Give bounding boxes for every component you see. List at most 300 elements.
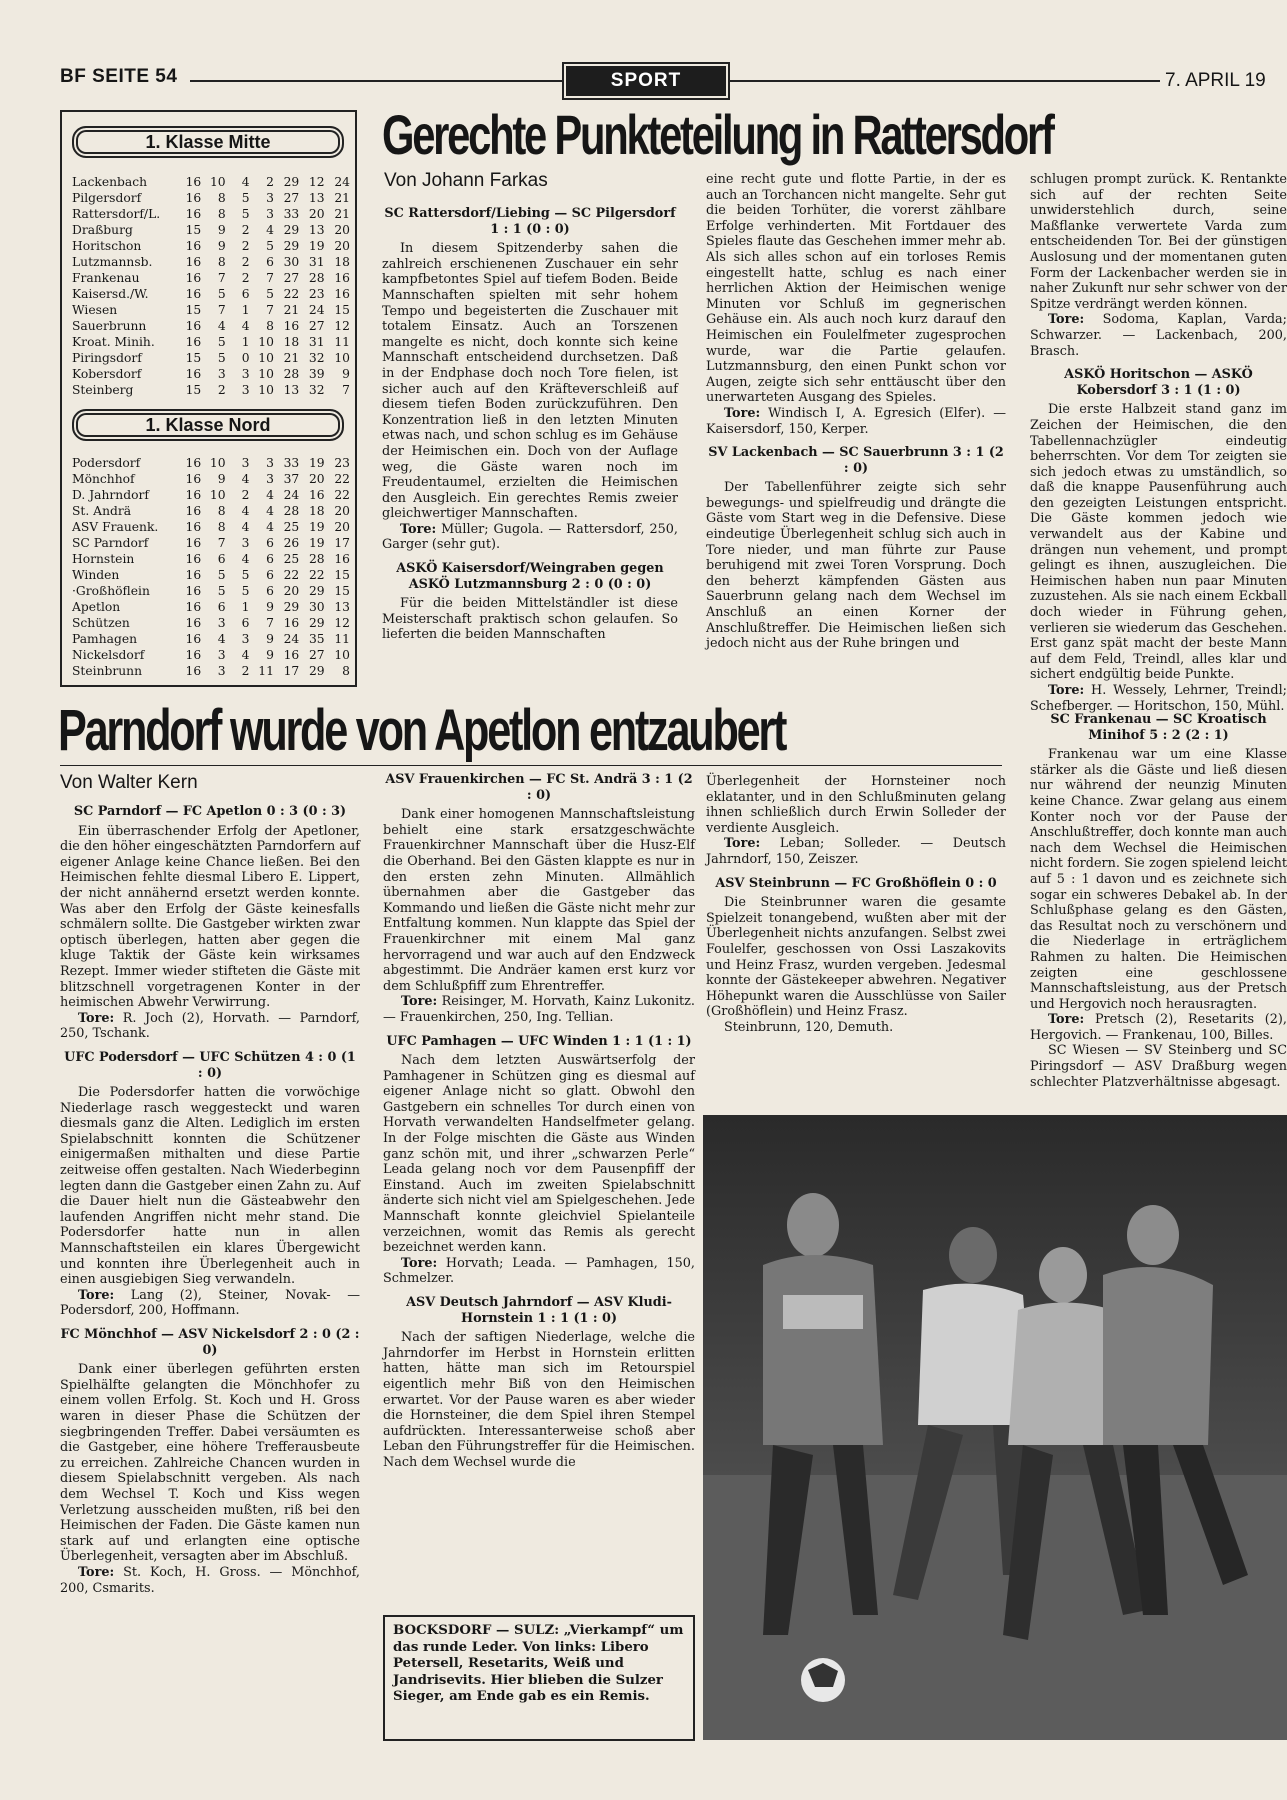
stat-cell: 16	[185, 271, 202, 285]
stat-cell: 16	[185, 616, 202, 630]
stat-cell: 8	[217, 520, 226, 534]
standings-row	[72, 631, 350, 647]
paragraph: Dank einer überlegen geführten ersten Spielhälfte gelangten die Mönchhofer zu einem vollen Erfolg. St. Koch und H. Gross waren in dieser Phase die Schützen der siegbringenden Treffer. Dabei versäumten es die Gastgeber, eine höhere Trefferausbeute zu erreichen. Zahlreiche Chancen wurden in diesem Spielabschnitt vergeben. Als nach dem Wechsel T. Koch und Kiss wegen Verletzung ausscheiden mußten, riß bei den Heimischen der Faden. Die Gäste kamen nun stark auf und erlangten eine optische Überlegenheit, versagten aber im Abschluß.	[60, 1362, 360, 1565]
scorers-label: Tore:	[724, 405, 761, 421]
standings-row	[72, 382, 350, 398]
stat-cell: 4	[266, 488, 274, 502]
stat-cell: 16	[283, 616, 300, 630]
scorers-line	[1030, 312, 1287, 359]
scorers-label: Tore:	[78, 1287, 115, 1303]
paragraph: Nach der saftigen Niederlage, welche die Jahrndorfer im Herbst in Hornstein erlitten hatten, hätte man sich im Retourspiel eigentlich mehr Biß von den Heimischen erwartet. Vor der Pause waren es aber wieder die Hornsteiner, die dem Spiel ihren Stempel aufdrückten. Interessanterweise schoß aber Leban den Führungstreffer für die Heimischen. Nach dem Wechsel wurde die	[383, 1330, 695, 1470]
team-name: Winden	[72, 568, 120, 582]
article2-column-4	[1030, 704, 1287, 1106]
scorers-line	[60, 1011, 360, 1042]
stat-cell: 39	[308, 367, 325, 381]
stat-cell: 29	[283, 239, 300, 253]
stat-cell: 24	[283, 632, 300, 646]
stat-cell: 28	[283, 504, 300, 518]
stat-cell: 20	[308, 472, 325, 486]
stat-cell: 16	[185, 664, 202, 678]
standings-row	[72, 270, 350, 286]
paragraph: Die Steinbrunner waren die gesamte Spielzeit tonangebend, wußten aber mit der Überlegenheit nichts anzufangen. Selbst zwei Foulelfer, geschossen von Ossi Laszakovits und Heinz Frasz, wurden vergeben. Jedesmal konnte der Gästekeeper abwehren. Negativer Höhepunkt waren die Ausschlüsse von Sailer (Großhöflein) und Heinz Frasz.	[706, 895, 1006, 1020]
scorers-text: R. Joch (2), Horvath. — Parndorf, 250, Tschank.	[60, 1010, 360, 1042]
stat-cell: 11	[334, 632, 350, 646]
scorers-text: Müller; Gugola. — Rattersdorf, 250, Garger (sehr gut).	[382, 521, 678, 553]
stat-cell: 3	[266, 456, 274, 470]
stat-cell: 3	[241, 632, 250, 646]
stat-cell: 9	[342, 367, 350, 381]
stat-cell: 18	[334, 255, 350, 269]
stat-cell: 32	[308, 383, 325, 397]
team-name: ASV Frauenk.	[72, 520, 159, 534]
stat-cell: 25	[283, 520, 300, 534]
match-heading: SC Parndorf — FC Apetlon 0 : 3 (0 : 3)	[73, 804, 347, 819]
stat-cell: 15	[185, 303, 202, 317]
paragraph: Der Tabellenführer zeigte sich sehr bewegungs- und spielfreudig und drängte die Gäste vom Start weg in die Defensive. Diese eindeutige Überlegenheit schlug sich auch in Tore nieder, und man führte zur Pause beruhigend mit zwei Toren Vorsprung. Doch den beherzt kämpfenden Gästen aus Sauerbrunn gelang nach dem Wechsel im Anschluß an einen Korner der Anschlußtreffer. Die Heimischen ließen sich jedoch nicht aus der Ruhe bringen und	[706, 480, 1006, 652]
scorers-label: Tore:	[1048, 683, 1085, 698]
stat-cell: 16	[185, 600, 202, 614]
team-name: Kaisersd./W.	[72, 287, 149, 301]
stat-cell: 10	[258, 367, 274, 381]
stat-cell: 18	[308, 504, 325, 518]
stat-cell: 4	[241, 175, 250, 189]
team-name: SC Parndorf	[72, 536, 149, 550]
photo-caption	[383, 1615, 695, 1741]
scorers-line	[706, 406, 1006, 437]
team-name: Nickelsdorf	[72, 648, 145, 662]
stat-cell: 4	[217, 632, 226, 646]
stat-cell: 28	[308, 271, 325, 285]
stat-cell: 20	[334, 239, 350, 253]
standings-row	[72, 206, 350, 222]
standings-row	[72, 519, 350, 535]
stat-cell: 2	[241, 488, 250, 502]
scorers-line	[706, 836, 1006, 867]
standings-row	[72, 471, 350, 487]
stat-cell: 10	[209, 175, 226, 189]
standings-row	[72, 366, 350, 382]
scorers-label: Tore:	[401, 994, 438, 1010]
stat-cell: 16	[185, 552, 202, 566]
stat-cell: 24	[283, 488, 300, 502]
stat-cell: 20	[334, 504, 350, 518]
stat-cell: 13	[308, 191, 325, 205]
team-name: Hornstein	[72, 552, 135, 566]
stat-cell: 6	[266, 552, 274, 566]
standings-row	[72, 190, 350, 206]
stat-cell: 3	[217, 616, 226, 630]
match-heading: ASV Steinbrunn — FC Großhöflein 0 : 0	[715, 875, 997, 891]
stat-cell: 27	[308, 648, 325, 662]
stat-cell: 2	[241, 271, 250, 285]
stat-cell: 11	[258, 664, 274, 678]
stat-cell: 3	[241, 536, 250, 550]
stat-cell: 20	[334, 520, 350, 534]
stat-cell: 22	[334, 472, 350, 486]
stat-cell: 8	[342, 664, 350, 678]
match-heading: UFC Pamhagen — UFC Winden 1 : 1 (1 : 1)	[386, 1033, 692, 1049]
team-name: Steinberg	[72, 383, 134, 397]
scorers-text: Leban; Solleder. — Deutsch Jahrndorf, 150, Zeiszer.	[706, 836, 1006, 867]
team-name: Mönchhof	[72, 472, 135, 486]
standings-table-mitte	[72, 174, 350, 398]
stat-cell: 6	[217, 552, 226, 566]
stat-cell: 3	[217, 664, 226, 678]
stat-cell: 4	[241, 504, 250, 518]
stat-cell: 16	[185, 504, 202, 518]
stat-cell: 15	[334, 568, 350, 582]
stat-cell: 1	[241, 303, 250, 317]
team-name: Horitschon	[72, 239, 142, 253]
stat-cell: 6	[266, 584, 274, 598]
stat-cell: 5	[266, 287, 274, 301]
stat-cell: 10	[209, 488, 226, 502]
caption-lead: BOCKSDORF — SULZ:	[393, 1623, 560, 1638]
paragraph: Frankenau war um eine Klasse stärker als die Gäste und ließ diesen nur während der neunzig Minuten keine Chance. Zwar gelang aus einem Konter noch vor der Pause der Anschlußtreffer, doch konnte man auch nach dem Wechsel die Heimischen nicht fordern. Sie zogen spielend leicht auf 5 : 1 davon und es zeichnete sich sogar ein schweres Debakel ab. In der Schlußphase gelang es den Gästen, das Resultat noch zu verschönern und die Niederlage in erträglichem Rahmen zu halten. Die Heimischen zeigten eine geschlossene Mannschaftsleistung, aus der Pretsch und Hergovich noch herausragten.	[1030, 747, 1287, 1012]
stat-cell: 1	[241, 600, 250, 614]
stat-cell: 22	[283, 287, 300, 301]
paragraph: Nach dem letzten Auswärtserfolg der Pamhagener in Schützen ging es diesmal auf eigener Anlage nicht so glatt. Obwohl den Gastgebern ein schnelles Tor durch einen von Horvath verwandelten Handselfmeter gelang. In der Folge mischten die Gäste aus Winden ganz schön mit, und ihrer „schwarzen Perle“ Leada gelang noch vor dem Pausenpfiff der Einstand. Auch im zweiten Spielabschnitt änderte sich nicht viel am Spielgeschehen. Jede Mannschaft konnte gleichviel Spielanteile verzeichnen, womit das Remis als gerecht bezeichnet werden kann.	[383, 1053, 695, 1256]
match-heading: SV Lackenbach — SC Sauerbrunn 3 : 1 (2 : 0)	[708, 445, 1004, 476]
stat-cell: 20	[334, 223, 350, 237]
stat-cell: 29	[283, 175, 300, 189]
stat-cell: 4	[241, 552, 250, 566]
stat-cell: 9	[266, 648, 274, 662]
stat-cell: 15	[334, 303, 350, 317]
standings-row	[72, 487, 350, 503]
standings-row	[72, 302, 350, 318]
team-name: Pilgersdorf	[72, 191, 142, 205]
standings-row	[72, 647, 350, 663]
article2-column-3	[706, 774, 1006, 1104]
stat-cell: 5	[217, 351, 226, 365]
stat-cell: 16	[185, 287, 202, 301]
stat-cell: 29	[308, 584, 325, 598]
caption-text: „Vierkampf“ um das runde Leder. Von links: Libero Petersell, Resetarits, Weiß und Jandrisevits. Hier blieben die Sulzer Sieger, am Ende gab es ein Remis.	[393, 1623, 684, 1704]
stat-cell: 17	[334, 536, 350, 550]
team-name: Kroat. Minih.	[72, 335, 155, 349]
stat-cell: 29	[308, 616, 325, 630]
stat-cell: 2	[217, 383, 226, 397]
stat-cell: 16	[185, 367, 202, 381]
stat-cell: 3	[266, 207, 274, 221]
stat-cell: 6	[266, 568, 274, 582]
stat-cell: 31	[308, 335, 325, 349]
stat-cell: 12	[334, 319, 350, 333]
match-heading: UFC Podersdorf — UFC Schützen 4 : 0 (1 : 0)	[64, 1049, 356, 1081]
paragraph: SC Wiesen — SV Steinberg und SC Piringsdorf — ASV Draßburg wegen schlechter Platzverhältnisse abgesagt.	[1030, 1043, 1287, 1090]
stat-cell: 12	[334, 616, 350, 630]
stat-cell: 29	[283, 223, 300, 237]
stat-cell: 21	[283, 303, 300, 317]
byline-farkas: Von Johann Farkas	[384, 170, 548, 191]
stat-cell: 26	[283, 536, 300, 550]
paragraph: Dank einer homogenen Mannschaftsleistung behielt eine stark ersatzgeschwächte Frauenkirchner Mannschaft über die Husz-Elf die Oberhand. Bei den Gästen klappte es nur in den ersten zehn Minuten. Allmählich übernahmen aber die Gastgeber das Kommando und ließen die Gäste nicht mehr zur Entfaltung kommen. Nun klappte das Spiel der Frauenkirchner mit einem Mal ganz hervorragend und war auch auf den Endzweck abgestimmt. Die Andräer kamen erst kurz vor dem Schlußpfiff zum Ehrentreffer.	[383, 807, 695, 994]
stat-cell: 2	[241, 664, 250, 678]
stat-cell: 5	[241, 568, 250, 582]
stat-cell: 33	[283, 207, 300, 221]
scorers-label: Tore:	[400, 521, 437, 537]
scorers-text: H. Wessely, Lehrner, Treindl; Schefberger. — Horitschon, 150, Mühl.	[1030, 683, 1287, 714]
stat-cell: 15	[185, 351, 202, 365]
article1-column-3	[1030, 172, 1287, 714]
stat-cell: 9	[217, 239, 226, 253]
stat-cell: 16	[308, 488, 325, 502]
stat-cell: 12	[308, 175, 325, 189]
stat-cell: 7	[266, 303, 274, 317]
scorers-label: Tore:	[724, 836, 761, 852]
stat-cell: 16	[185, 648, 202, 662]
match-heading: ASKÖ Horitschon — ASKÖ Kobersdorf 3 : 1 (1 : 0)	[1064, 367, 1253, 398]
stat-cell: 23	[308, 287, 325, 301]
stat-cell: 20	[283, 584, 300, 598]
stat-cell: 16	[185, 472, 202, 486]
photo-illustration	[703, 1115, 1287, 1740]
stat-cell: 24	[308, 303, 325, 317]
stat-cell: 2	[241, 223, 250, 237]
scorers-text: Pretsch (2), Resetarits (2), Hergovich. — Frankenau, 100, Billes.	[1030, 1012, 1287, 1043]
headline-parndorf: Parndorf wurde von Apetlon entzaubert	[58, 698, 786, 763]
stat-cell: 2	[266, 175, 274, 189]
stat-cell: 8	[266, 319, 274, 333]
standings-row	[72, 551, 350, 567]
stat-cell: 10	[258, 351, 274, 365]
stat-cell: 19	[308, 456, 325, 470]
stat-cell: 16	[334, 552, 350, 566]
headline-rattersdorf: Gerechte Punkteteilung in Rattersdorf	[382, 103, 1053, 166]
stat-cell: 16	[283, 319, 300, 333]
stat-cell: 13	[283, 383, 300, 397]
team-name: Lackenbach	[72, 175, 148, 189]
stat-cell: 16	[185, 520, 202, 534]
stat-cell: 16	[185, 632, 202, 646]
scorers-text: Lang (2), Steiner, Novak- — Podersdorf, 200, Hoffmann.	[60, 1287, 360, 1319]
stat-cell: 28	[283, 367, 300, 381]
stat-cell: 19	[308, 239, 325, 253]
stat-cell: 6	[241, 616, 250, 630]
stat-cell: 6	[241, 287, 250, 301]
stat-cell: 16	[185, 255, 202, 269]
stat-cell: 16	[283, 648, 300, 662]
scorers-line	[1030, 1012, 1287, 1043]
stat-cell: 8	[217, 191, 226, 205]
team-name: ·Großhöflein	[72, 584, 150, 598]
team-name: Podersdorf	[72, 456, 141, 470]
stat-cell: 6	[266, 536, 274, 550]
stat-cell: 8	[217, 504, 226, 518]
scorers-line	[383, 1256, 695, 1287]
stat-cell: 4	[241, 472, 250, 486]
header-rule-right	[728, 80, 1160, 82]
team-name: Kobersdorf	[72, 367, 142, 381]
issue-date: 7. APRIL 19	[1165, 70, 1266, 91]
table-title-mitte: 1. Klasse Mitte	[72, 126, 344, 158]
stat-cell: 35	[308, 632, 325, 646]
stat-cell: 2	[241, 239, 250, 253]
stat-cell: 11	[334, 335, 350, 349]
stat-cell: 30	[308, 600, 325, 614]
stat-cell: 16	[334, 271, 350, 285]
stat-cell: 3	[217, 367, 226, 381]
stat-cell: 16	[185, 175, 202, 189]
scorers-label: Tore:	[78, 1010, 115, 1026]
stat-cell: 23	[334, 456, 350, 470]
article1-column-1	[382, 198, 678, 686]
stat-cell: 8	[217, 255, 226, 269]
scorers-label: Tore:	[1048, 312, 1085, 328]
stat-cell: 32	[308, 351, 325, 365]
stat-cell: 0	[241, 351, 250, 365]
stat-cell: 4	[241, 319, 250, 333]
team-name: Lutzmannsb.	[72, 255, 153, 269]
scorers-label: Tore:	[1048, 1012, 1085, 1028]
stat-cell: 5	[217, 287, 226, 301]
stat-cell: 18	[283, 335, 300, 349]
stat-cell: 22	[308, 568, 325, 582]
paragraph: Ein überraschender Erfolg der Apetloner, die den höher eingeschätzten Parndorfern auf eigener Anlage keine Chance ließen. Bei den Heimischen fehlte diesmal Libero E. Lippert, der nicht annähernd ersetzt werden konnte. Was aber den Erfolg der Gäste keinesfalls schmälern sollte. Die Gastgeber wirkten zwar optisch überlegen, hatten aber gegen die kluge Taktik der Gäste kein wirksames Rezept. Immer wieder stifteten die Gäste mit blitzschnell vorgetragenen Konter in der heimischen Abwehr Verwirrung.	[60, 823, 360, 1011]
stat-cell: 4	[266, 504, 274, 518]
paragraph: schlugen prompt zurück. K. Rentankte sich auf der rechten Seite unwiderstehlich durch, seine Maßflanke verwertete Varda zum entscheidenden Tor. Bei der günstigen Auslosung und der momentanen guten Form der Lackenbacher werden sie in naher Zukunft nur sehr schwer von der Spitze verdrängt werden können.	[1030, 172, 1287, 312]
byline-kern: Von Walter Kern	[60, 772, 198, 793]
standings-row	[72, 350, 350, 366]
header-rule-left	[190, 80, 562, 82]
stat-cell: 13	[308, 223, 325, 237]
stat-cell: 24	[334, 175, 350, 189]
stat-cell: 16	[185, 239, 202, 253]
stat-cell: 8	[217, 207, 226, 221]
stat-cell: 29	[283, 600, 300, 614]
stat-cell: 15	[334, 584, 350, 598]
stat-cell: 9	[266, 632, 274, 646]
paragraph: Steinbrunn, 120, Demuth.	[724, 1019, 894, 1035]
stat-cell: 3	[241, 456, 250, 470]
stat-cell: 15	[185, 383, 202, 397]
stat-cell: 4	[266, 223, 274, 237]
stat-cell: 3	[241, 367, 250, 381]
match-heading: SC Rattersdorf/Liebing — SC Pilgersdorf 1 : 1 (0 : 0)	[384, 206, 676, 237]
stat-cell: 4	[241, 520, 250, 534]
standings-box	[60, 110, 357, 687]
team-name: Steinbrunn	[72, 664, 143, 678]
stat-cell: 7	[342, 383, 350, 397]
stat-cell: 10	[258, 383, 274, 397]
match-heading: SC Frankenau — SC Kroatisch Minihof 5 : 2 (2 : 1)	[1050, 712, 1267, 743]
stat-cell: 10	[334, 648, 350, 662]
stat-cell: 4	[266, 520, 274, 534]
scorers-text: Sodoma, Kaplan, Varda; Schwarzer. — Lackenbach, 200, Brasch.	[1030, 312, 1287, 359]
team-name: Rattersdorf/L.	[72, 207, 161, 221]
stat-cell: 22	[283, 568, 300, 582]
article2-column-2	[383, 764, 695, 1606]
table-title-nord: 1. Klasse Nord	[72, 409, 344, 441]
stat-cell: 3	[266, 472, 274, 486]
stat-cell: 3	[241, 383, 250, 397]
scorers-line	[60, 1565, 360, 1596]
standings-row	[72, 663, 350, 679]
stat-cell: 10	[258, 335, 274, 349]
stat-cell: 5	[241, 207, 250, 221]
standings-table-nord	[72, 455, 350, 679]
paragraph: In diesem Spitzenderby sahen die zahlreich erschienenen Zuschauer ein sehr kampfbetontes Spiel auf tiefem Boden. Beide Mannschaften spielten mit sehr hohem Tempo und begeisterten die Zuschauer mit totalem Einsatz. Auch an Torszenen mangelte es nicht, doch konnte sich keine Mannschaft entscheidend durchsetzen. Daß in der Endphase doch noch Tore fielen, ist sicher auch auf den Kräfteverschleiß auf diesem tiefen Boden zurückzuführen. Den Konzentration ließ in den letzten Minuten etwas nach, und schon schlug es im Gehäuse der Heimischen ein. Doch von der Auflage weg, die Gäste waren noch im Freudentaumel, erzielten die Heimischen den Ausgleich. Ein gerechtes Remis zweier gleichwertiger Mannschaften.	[382, 241, 678, 522]
team-name: St. Andrä	[72, 504, 132, 518]
standings-row	[72, 599, 350, 615]
stat-cell: 9	[217, 472, 226, 486]
stat-cell: 9	[266, 600, 274, 614]
stat-cell: 5	[241, 584, 250, 598]
stat-cell: 2	[241, 255, 250, 269]
stat-cell: 4	[217, 319, 226, 333]
standings-row	[72, 238, 350, 254]
stat-cell: 7	[217, 303, 226, 317]
stat-cell: 30	[283, 255, 300, 269]
scorers-text: St. Koch, H. Gross. — Mönchhof, 200, Csmarits.	[60, 1564, 360, 1596]
standings-row	[72, 222, 350, 238]
stat-cell: 21	[334, 207, 350, 221]
article2-column-1	[60, 796, 360, 1740]
stat-cell: 20	[308, 207, 325, 221]
stat-cell: 6	[266, 255, 274, 269]
scorers-label: Tore:	[78, 1564, 115, 1580]
scorers-text: Reisinger, M. Horvath, Kainz Lukonitz. — Frauenkirchen, 250, Ing. Tellian.	[383, 994, 695, 1025]
stat-cell: 4	[241, 648, 250, 662]
standings-row	[72, 455, 350, 471]
stat-cell: 7	[266, 616, 274, 630]
team-name: Apetlon	[72, 600, 121, 614]
stat-cell: 16	[185, 568, 202, 582]
stat-cell: 16	[334, 287, 350, 301]
paragraph: eine recht gute und flotte Partie, in der es auch an Torchancen nicht mangelte. Sehr gut die beiden Torhüter, die vorerst zählbare Erfolge verhinderten. Mit Fortdauer des Spieles flaute das Geschehen immer mehr ab. Als sich alles schon auf ein torloses Remis eingestellt hatte, schlug es nach einer herrlichen Aktion der Heimischen wenige Minuten vor Schluß im gegnerischen Gehäuse ein. Als auch noch kurz darauf den Heimischen ein Foulelfmeter zugesprochen wurde, war die Partie gelaufen. Lutzmannsburg, den einen Punkt schon vor Augen, zeigte sich sehr enttäuscht über den unerwarteten Ausgang des Spieles.	[706, 172, 1006, 406]
team-name: Schützen	[72, 616, 130, 630]
scorers-line	[383, 994, 695, 1025]
standings-row	[72, 254, 350, 270]
team-name: Pamhagen	[72, 632, 138, 646]
stat-cell: 6	[217, 600, 226, 614]
scorers-line	[382, 522, 678, 553]
paragraph: Überlegenheit der Hornsteiner noch eklatanter, und in den Schlußminuten gelang ihnen schließlich durch Erwin Solleder der verdiente Ausgleich.	[706, 774, 1006, 836]
team-name: Draßburg	[72, 223, 133, 237]
stat-cell: 16	[185, 207, 202, 221]
stat-cell: 29	[308, 664, 325, 678]
team-name: Sauerbrunn	[72, 319, 147, 333]
paragraph: Die Podersdorfer hatten die vorwöchige Niederlage rasch weggesteckt und waren diesmals ganz die Alten. Lediglich im ersten Spielabschnitt konnten die Schützener einigermaßen mithalten und diese Partie zeitweise offen gestalten. Nach Wiederbeginn legten dann die Gastgeber einen Zahn zu. Auf die Dauer hielt nun die Gästeabwehr den laufenden Angriffen nicht mehr stand. Die Podersdorfer hatte nun in allen Mannschaftsteilen ein klares Übergewicht und konnten ihre Überlegenheit auch in einen ausgiebigen Sieg verwandeln.	[60, 1085, 360, 1288]
stat-cell: 5	[241, 191, 250, 205]
stat-cell: 3	[266, 191, 274, 205]
stat-cell: 16	[185, 488, 202, 502]
paragraph: Die erste Halbzeit stand ganz im Zeichen der Heimischen, die den Tabellennachzügler eindeutig beherrschten. Vor dem Tor zeigten sie sich jedoch etwas zu umständlich, so daß die knappe Pausenführung auch den gezeigten Leistungen entspricht. Die Gäste kommen jedoch wie verwandelt aus der Kabine und drängen nun vehement, und prompt gelingt es ihnen, auszugleichen. Die Heimischen haben nun paar Minuten zuzustehen. Als sie nach einem Eckball doch wieder in Führung gehen, verlieren sie wiederum das Geschehen. Erst ganz spät macht der beste Mann auf dem Feld, Treindl, alles klar und sichert endgültig beide Punkte.	[1030, 402, 1287, 683]
stat-cell: 13	[334, 600, 350, 614]
stat-cell: 25	[283, 552, 300, 566]
match-photo	[703, 1115, 1287, 1740]
stat-cell: 15	[185, 223, 202, 237]
team-name: Frankenau	[72, 271, 140, 285]
stat-cell: 7	[217, 536, 226, 550]
scorers-line	[60, 1288, 360, 1319]
paragraph: Für die beiden Mittelständler ist diese Meisterschaft praktisch schon gelaufen. So lieferten die beiden Mannschaften	[382, 596, 678, 643]
stat-cell: 5	[217, 584, 226, 598]
stat-cell: 16	[185, 335, 202, 349]
stat-cell: 16	[185, 319, 202, 333]
stat-cell: 27	[283, 271, 300, 285]
stat-cell: 16	[185, 456, 202, 470]
standings-row	[72, 286, 350, 302]
stat-cell: 19	[308, 536, 325, 550]
scorers-text: Windisch I, A. Egresich (Elfer). — Kaisersdorf, 150, Kerper.	[706, 405, 1006, 437]
standings-row	[72, 535, 350, 551]
stat-cell: 31	[308, 255, 325, 269]
team-name: D. Jahrndorf	[72, 488, 149, 502]
match-heading: FC Mönchhof — ASV Nickelsdorf 2 : 0 (2 : 0)	[60, 1327, 360, 1358]
stat-cell: 9	[217, 223, 226, 237]
